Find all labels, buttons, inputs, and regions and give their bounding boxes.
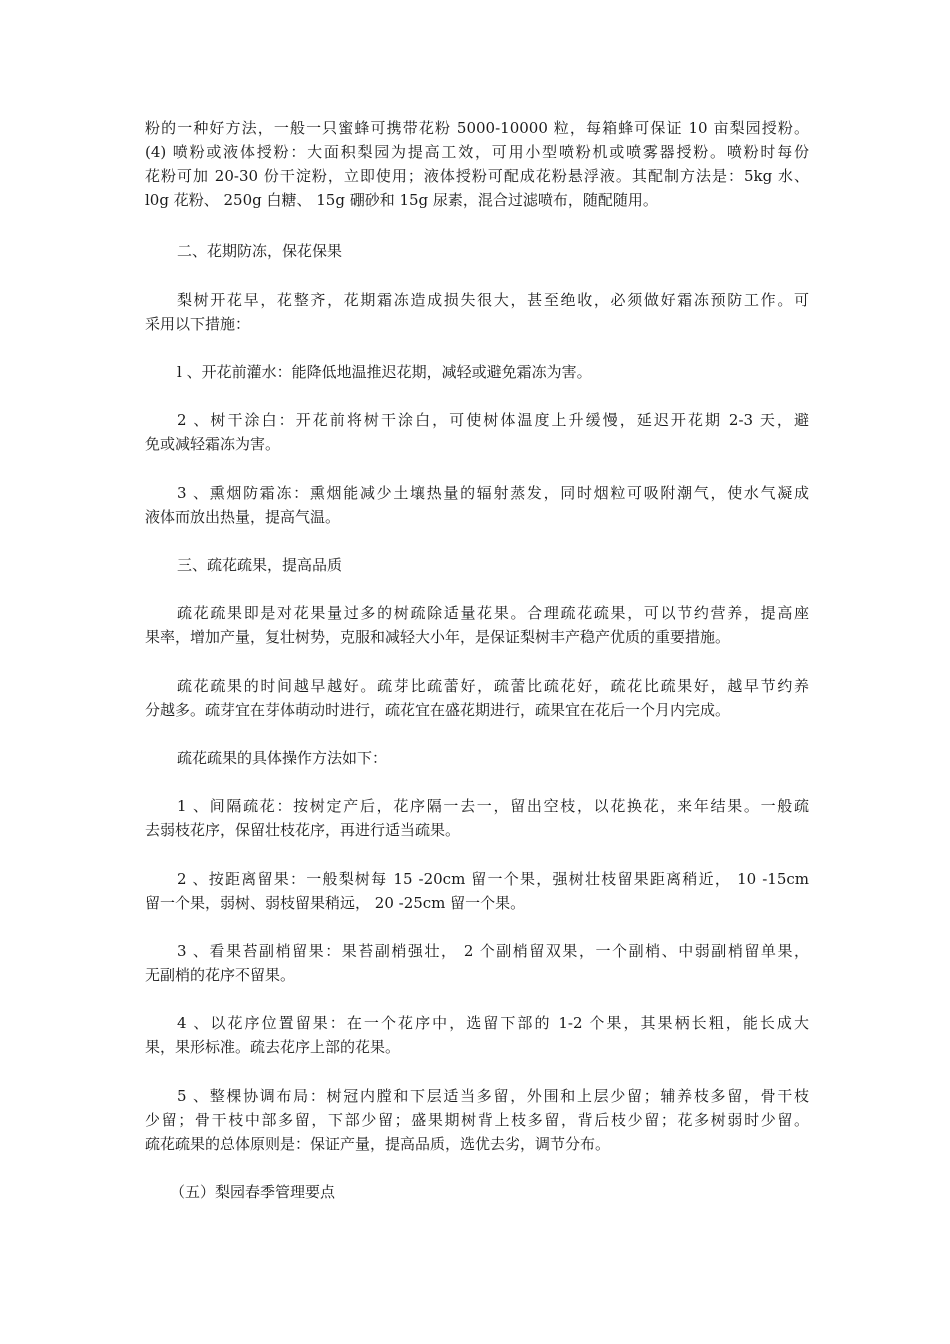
paragraph-line: 粉的一种好方法，一般一只蜜蜂可携带花粉 5000-10000 粒，每箱蜂可保证 10 亩梨园授粉。: [145, 119, 809, 137]
section-heading: 二、花期防冻，保花保果: [177, 242, 343, 260]
paragraph-line: 少留；骨干枝中部多留，下部少留；盛果期树背上枝多留，背后枝少留；花多树弱时少留。: [145, 1111, 809, 1129]
paragraph-line: 留一个果，弱树、弱枝留果稍远， 20 -25cm 留一个果。: [145, 894, 526, 912]
paragraph-line: 2 、树干涂白：开花前将树干涂白，可使树体温度上升缓慢，延迟开花期 2-3 天，避: [177, 411, 809, 429]
paragraph-line: 4 、以花序位置留果：在一个花序中，选留下部的 1-2 个果，其果柄长粗，能长成大: [177, 1014, 809, 1032]
paragraph-line: 去弱枝花序，保留壮枝花序，再进行适当疏果。: [145, 821, 461, 839]
paragraph-line: 1 、间隔疏花：按树定产后，花序隔一去一，留出空枝，以花换花，来年结果。一般疏: [177, 797, 809, 815]
paragraph-line: l0g 花粉、 250g 白糖、 15g 硼砂和 15g 尿素，混合过滤喷布，随配随用。: [145, 191, 658, 209]
paragraph-line: (4) 喷粉或液体授粉：大面积梨园为提高工效，可用小型喷粉机或喷雾器授粉。喷粉时每份: [145, 143, 809, 161]
paragraph-line: 疏花疏果的具体操作方法如下：: [177, 749, 388, 767]
section-heading: （五）梨园春季管理要点: [170, 1183, 336, 1201]
paragraph-line: 液体而放出热量，提高气温。: [145, 508, 341, 526]
paragraph-line: 3 、看果苔副梢留果：果苔副梢强壮， 2 个副梢留双果，一个副梢、中弱副梢留单果，: [177, 942, 809, 960]
paragraph-line: 疏花疏果的总体原则是：保证产量，提高品质，选优去劣，调节分布。: [145, 1135, 611, 1153]
paragraph-line: 5 、整棵协调布局：树冠内膛和下层适当多留，外围和上层少留；辅养枝多留，骨干枝: [177, 1087, 809, 1105]
paragraph-line: l 、开花前灌水：能降低地温推迟花期，减轻或避免霜冻为害。: [177, 363, 592, 381]
paragraph-line: 果，果形标准。疏去花序上部的花果。: [145, 1038, 401, 1056]
paragraph-line: 果率，增加产量，复壮树势，克服和减轻大小年，是保证梨树丰产稳产优质的重要措施。: [145, 628, 731, 646]
paragraph-line: 疏花疏果即是对花果量过多的树疏除适量花果。合理疏花疏果，可以节约营养，提高座: [177, 604, 809, 622]
paragraph-line: 无副梢的花序不留果。: [145, 966, 296, 984]
paragraph-line: 花粉可加 20-30 份干淀粉，立即使用；液体授粉可配成花粉悬浮液。其配制方法是：5kg 水、: [145, 167, 809, 185]
paragraph-line: 免或减轻霜冻为害。: [145, 435, 281, 453]
paragraph-line: 采用以下措施：: [145, 315, 251, 333]
paragraph-line: 2 、按距离留果：一般梨树每 15 -20cm 留一个果，强树壮枝留果距离稍近， 10 -15cm: [177, 870, 809, 888]
paragraph-line: 疏花疏果的时间越早越好。疏芽比疏蕾好，疏蕾比疏花好，疏花比疏果好，越早节约养: [177, 677, 809, 695]
paragraph-line: 梨树开花早，花整齐，花期霜冻造成损失很大，甚至绝收，必须做好霜冻预防工作。可: [177, 291, 809, 309]
paragraph-line: 分越多。疏芽宜在芽体萌动时进行，疏花宜在盛花期进行，疏果宜在花后一个月内完成。: [145, 701, 731, 719]
paragraph-line: 3 、熏烟防霜冻：熏烟能减少土壤热量的辐射蒸发，同时烟粒可吸附潮气，使水气凝成: [177, 484, 809, 502]
section-heading: 三、疏花疏果，提高品质: [177, 556, 343, 574]
